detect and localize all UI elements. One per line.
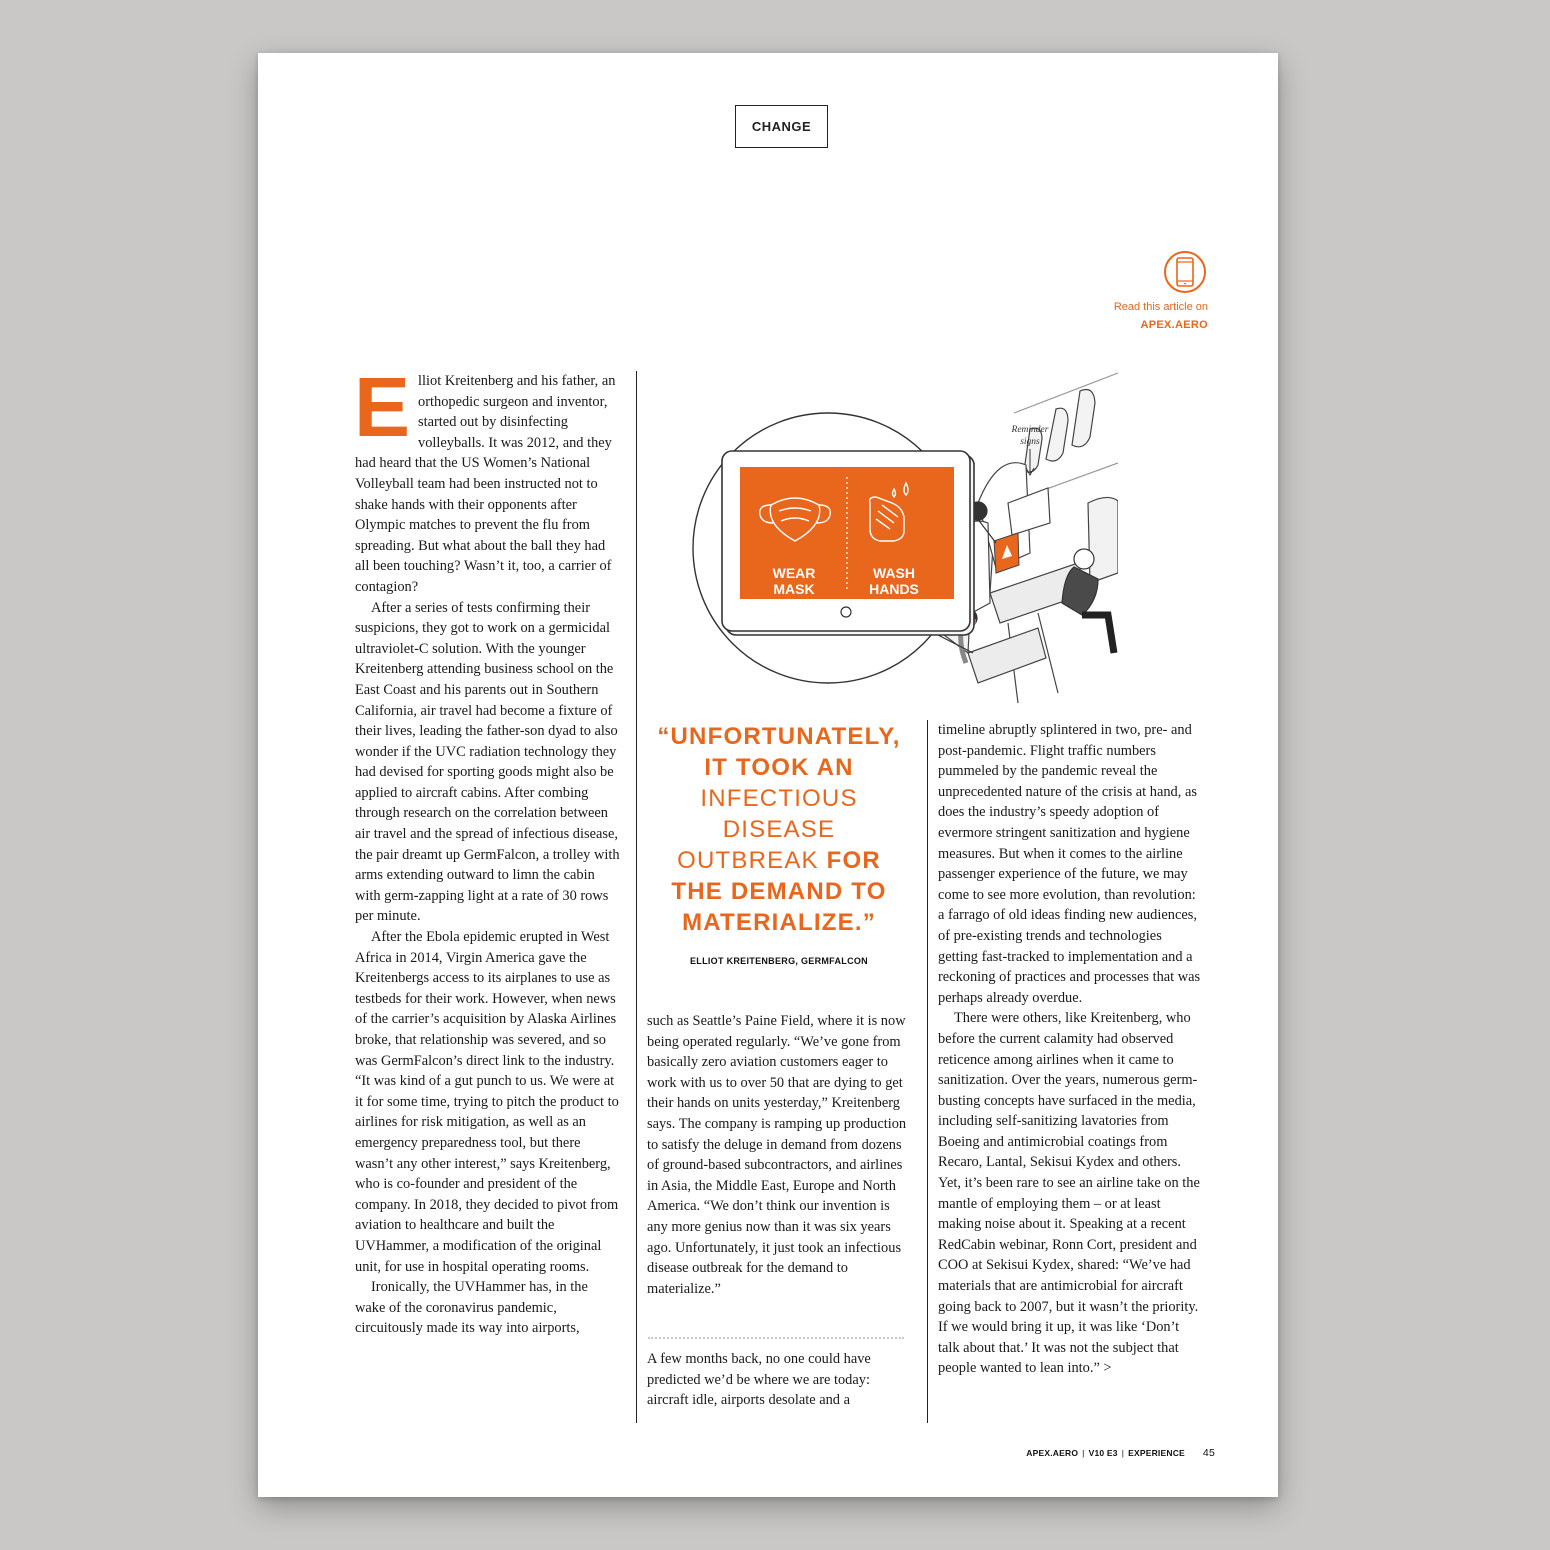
footer-issue: V10 E3 <box>1088 1448 1118 1458</box>
footer-site[interactable]: APEX.AERO <box>1026 1448 1079 1458</box>
column-divider <box>636 371 637 1423</box>
phone-icon[interactable] <box>1162 251 1208 293</box>
paragraph: lliot Kreitenberg and his father, an orthopedic surgeon and inventor, started out by disinfecting volleyballs. It was 2012, and they had heard that the US Women’s National Volleyball team had been instructed not to shake hands with their opponents after Olympic matches to prevent the flu from spreading. But what about the ball they had all been touching? Wasn’t it, too, a carrier of contagion? <box>355 373 616 595</box>
column-divider <box>927 720 928 1423</box>
section-divider <box>648 1337 904 1339</box>
paragraph: timeline abruptly splintered in two, pre- and post-pandemic. Flight traffic numbers pummeled by the pandemic reveal the unprecedented nature of the crisis at hand, as does the industry’s speedy adoption of evermore stringent sanitization and hygiene measures. But when it comes to the airline passenger experience of the future, we may come to see more evolution, than revolution: a farrago of old ideas finding new audiences, of pre-existing trends and technologies getting fast-tracked to implementation and a reckoning of practices and processes that was perhaps already overdue. <box>938 722 1201 1006</box>
paragraph: After a series of tests confirming their suspicions, they got to work on a germicidal ultraviolet-C solution. With the younger Kreitenberg attending business school on the East Coast and his parents out in Southern California, air travel had become a fixture of their lives, leading the father-son dyad to also wonder if the UVC radiation technology they had devised for sporting goods might also be applied to aircraft cabins. After combing through research on the correlation between air travel and the spread of infectious disease, the pair dreamt up GermFalcon, a trolley with arms extending outward to limn the cabin with germ-zapping light at a rate of 30 rows per minute. <box>355 599 620 925</box>
article-column-1 <box>354 360 621 1339</box>
section-tag: CHANGE <box>735 105 828 148</box>
pull-quote <box>650 721 908 938</box>
magazine-page <box>258 53 1278 1497</box>
cabin-illustration <box>678 353 1118 713</box>
pull-quote-attribution: ELLIOT KREITENBERG, GERMFALCON <box>689 956 868 966</box>
article-column-2-continued <box>647 1349 909 1411</box>
page-footer <box>1026 1447 1215 1459</box>
read-on-link[interactable]: APEX.AERO <box>1140 319 1208 331</box>
page-number: 45 <box>1202 1447 1215 1459</box>
sign-wear: WEAR <box>772 565 816 581</box>
paragraph: There were others, like Kreitenberg, who before the current calamity had observed reticence among airlines when it came to sanitization. Over the years, numerous germ-busting concepts have surfaced in the media, including self-sanitizing lavatories from Boeing and antimicrobial coatings from Recaro, Lantal, Sekisui Kydex and others. Yet, it’s been rare to see an airline take on the mantle of employing them – or at least making noise about it. Speaking at a recent RedCabin webinar, Ronn Cort, president and COO at Sekisui Kydex, shared: “We’ve had materials that are antimicrobial for aircraft going back to 2007, but it wasn’t the priority. If we would bring it up, it was like ‘Don’t talk about that.’ It was not the subject that people wanted to lean into.” > <box>938 1010 1200 1377</box>
footer-separator: | <box>1082 1448 1085 1458</box>
paragraph: Ironically, the UVHammer has, in the wake of the coronavirus pandemic, circuitously made its way into airports, <box>355 1279 588 1337</box>
article-column-3 <box>938 720 1204 1379</box>
read-on-label: Read this article on <box>1113 301 1208 313</box>
pull-quote-part-3: FOR THE DEMAND TO MATERIALIZE.” <box>671 847 887 936</box>
paragraph: A few months back, no one could have predicted we’d be where we are today: aircraft idle, airports desolate and a <box>647 1351 871 1409</box>
drop-cap: E <box>354 360 409 454</box>
sign-mask: MASK <box>773 581 815 597</box>
paragraph: After the Ebola epidemic erupted in West Africa in 2014, Virgin America gave the Kreitenbergs access to its airplanes to use as testbeds for their work. However, when news of the carrier’s acquisition by Alaska Airlines broke, that relationship was severed, and so was GermFalcon’s direct link to the industry. “It was kind of a gut punch to us. We were at it for some time, trying to pitch the product to airlines for risk mitigation, as well as an emergency preparedness tool, but there wasn’t any other interest,” says Kreitenberg, who is co-founder and president of the company. In 2018, they decided to pivot from aviation to healthcare and built the UVHammer, a modification of the original unit, for use in hospital operating rooms. <box>355 929 619 1275</box>
pull-quote-part-2: INFECTIOUS DISEASE OUTBREAK <box>677 785 858 874</box>
sign-hands: HANDS <box>869 581 919 597</box>
callout-text-1: Reminder <box>1011 425 1049 435</box>
sign-wash: WASH <box>873 565 915 581</box>
footer-separator: | <box>1121 1448 1125 1458</box>
article-column-2 <box>647 1011 909 1299</box>
pull-quote-part-1: “UNFORTUNATELY, IT TOOK AN <box>657 723 901 781</box>
footer-section: EXPERIENCE <box>1128 1448 1185 1458</box>
callout-text-2: signs <box>1020 437 1040 447</box>
paragraph: such as Seattle’s Paine Field, where it is now being operated regularly. “We’ve gone from basically zero aviation customers eager to work with us to over 50 that are dying to get their hands on units yesterday,” Kreitenberg says. The company is ramping up production to satisfy the deluge in demand from dozens of ground-based subcontractors, and airlines in Asia, the Middle East, Europe and North America. “We don’t think our invention is any more genius now than it was six years ago. Unfortunately, it just took an infectious disease outbreak for the demand to materialize.” <box>647 1013 907 1297</box>
